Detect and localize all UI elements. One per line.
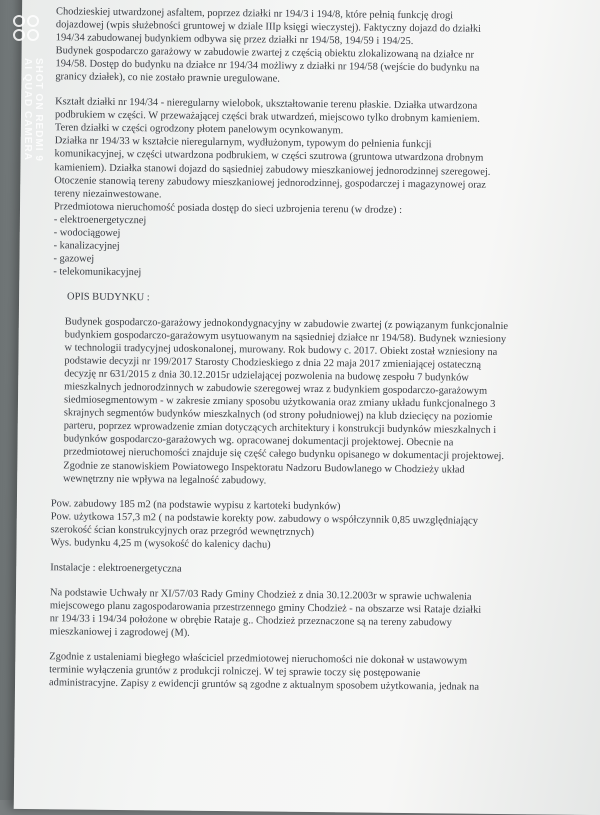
text-line: Budynek gospodarczo-garażowy jednokondygnacyjny w zabudowie zwartej (z powiązanym funkcjonalnie <box>64 316 509 333</box>
paragraph-land-records <box>49 650 569 695</box>
text-line: w technologii tradycyjnej udoskonalonej, murowany. Rok budowy c. 2017. Obiekt został wzniesiony na <box>64 342 498 359</box>
text-line: komunikacyjnej, w części utwardzona podbrukiem, w części szutrowa (gruntowa utwardzona drobnym <box>54 148 484 165</box>
text-line: Przedmiotowa nieruchomość posiada dostęp do sieci uzbrojenia terenu (w drodze) : <box>53 200 403 216</box>
text-line: terminie wyłączenia gruntów z produkcji rolniczej. W tej sprawie toczy się postępowanie <box>49 664 421 680</box>
text-line: budynków gospodarczo-garażowych wg. opracowanej dokumentacji projektowej. Obecnie na <box>63 433 454 449</box>
camera-lens-icon <box>12 14 40 54</box>
text-line: podstawie decyzji nr 199/2017 Starosty Chodzieskiego z dnia 22 maja 2017 zmieniającej ostateczną <box>64 355 482 371</box>
text-line: decyzję nr 631/2015 z dnia 30.12.2015r udzielającej pozwolenia na budowę zespołu 7 budynków <box>64 368 469 384</box>
text-line: mieszkaniowej i zagrodowej (M). <box>49 626 190 639</box>
text-line: Działka nr 194/33 w kształcie nieregularnym, wydłużonym, typowym do pełnienia funkcji <box>54 135 432 151</box>
text-line: mieszkalnych jednorodzinnych w zabudowie szeregowej wraz z budynkiem gospodarczo-garażowym <box>64 381 488 398</box>
text-line: Otoczenie stanowią tereny zabudowy mieszkaniowej jednorodzinnej, gospodarczej i magazynowej oraz <box>54 174 486 191</box>
text-line: Budynek gospodarczo garażowy w zabudowie zwartej z częścią obiektu zlokalizowaną na działce nr <box>55 45 475 61</box>
text-line: dojazdowej (wpis służebności gruntowej w dziale IIIp księgi wieczystej). Faktyczny dojazd do działki <box>55 19 482 35</box>
text-line: podbrukiem w części. W przeważającej części brak utwardzeń, miejscowo tylko drobnym kamieniem. <box>54 109 480 126</box>
section-heading: OPIS BUDYNKU : <box>67 291 150 304</box>
text-line: szerokość ścian konstrukcyjnych oraz przegród wewnętrznych) <box>50 523 315 538</box>
watermark-text <box>22 58 44 162</box>
list-item: - elektroenergetycznej <box>53 213 147 226</box>
text-line: Pow. użytkowa 157,3 m2 ( na podstawie korekty pow. zabudowy o współczynnik 0,85 uwzględniający <box>50 510 479 527</box>
text-line: administracyjne. Zapisy z ewidencji gruntów są zgodne z aktualnym sposobem użytkowania, jednak na <box>48 677 480 693</box>
text-line: Zgodnie ze stanowiskiem Powiatowego Inspektoratu Nadzoru Budowlanego w Chodzieży układ <box>63 459 465 476</box>
paragraph-plot-description <box>53 96 575 284</box>
text-line: nr 194/33 i 194/34 położone w obrębie Rataje g.. Chodzież przeznaczone są na tereny zabudowy <box>49 613 452 629</box>
list-item: - kanalizacyjnej <box>53 240 120 252</box>
text-line: miejscowego planu zagospodarowania przestrzennego gminy Chodzież - na obszarze wsi Rataje działki <box>49 600 482 616</box>
text-line: Wys. budynku 4,25 m (wysokość do kalenicy dachu) <box>50 536 271 551</box>
list-item: - telekomunikacyjnej <box>53 266 142 279</box>
text-line: granicy działek), co nie zostało prawnie uregulowane. <box>55 71 280 85</box>
text-line: budynkiem gospodarczo-garażowym usytuowanym na sąsiedniej działce nr 194/58). Budynek wzniesiony <box>64 329 507 346</box>
text-line: Pow. zabudowy 185 m2 (na podstawie wypisu z kartoteki budynków) <box>50 497 341 512</box>
watermark-line-2: AI QUAD CAMERA <box>22 58 33 161</box>
text-line: kamieniem). Działka stanowi dojazd do sąsiedniej zabudowy mieszkaniowej jednorodzinnej szeregowej. <box>54 161 491 178</box>
text-line: Na podstawie Uchwały nr XI/57/03 Rady Gminy Chodzież z dnia 30.12.2003r w sprawie uchwalenia <box>49 587 472 603</box>
text-line: Zgodnie z ustaleniami biegłego właściciel przedmiotowej nieruchomości nie dokonał w ustawowym <box>49 651 468 667</box>
text-line: wewnętrzny nie wpływa na legalność zabudowy. <box>63 472 267 487</box>
text-line: Kształt działki nr 194/34 - nieregularny wielobok, ukształtowanie terenu płaskie. Działka utwardzona <box>55 96 478 112</box>
document-text <box>49 5 576 695</box>
text-line: tereny niezainwestowane. <box>54 187 162 201</box>
paragraph-zoning-plan <box>50 586 571 644</box>
text-line: Instalacje : elektroenergetyczna <box>50 562 182 575</box>
text-line: skrajnych segmentów budynków mieszkalnych (od strony południowej) na klub dziecięcy na poziomie <box>63 407 493 424</box>
text-line: Teren działki w części ogrodzony płotem panelowym ocynkowanym. <box>54 122 344 137</box>
paragraph-building-description <box>51 315 573 490</box>
text-line: parteru, poprzez wprowadzenie zmian dotyczących architektury i konstrukcji budynków mieszkalnych i <box>63 420 497 437</box>
text-line: przedmiotowej nieruchomości znajduje się część całego budynku opisanego w dokumentacji projektowej. <box>63 446 505 463</box>
watermark-line-1: SHOT ON REDMI 9 <box>33 58 44 162</box>
text-line: Chodzieskiej utwardzonej asfaltem, poprzez działki nr 194/3 i 194/8, które pełnią funkcję drogi <box>56 6 454 22</box>
text-line: siedmiosegmentowym - w zakresie zmiany sposobu użytkowania oraz zmiany układu funkcjonalnego 3 <box>63 394 496 411</box>
list-item: - wodociągowej <box>53 227 121 239</box>
list-item: - gazowej <box>53 253 95 265</box>
text-line: 194/34 zabudowanej budynkiem odbywa się przez działki nr 194/58, 194/59 i 194/25. <box>55 32 414 48</box>
text-line: 194/58. Dostęp do budynku na działce nr 194/34 możliwy z działki nr 194/58 (wejście do budynku na <box>55 58 480 74</box>
document-page <box>14 0 600 815</box>
paragraph-access <box>55 5 576 89</box>
paragraph-building-areas <box>50 497 571 555</box>
camera-watermark <box>8 14 44 204</box>
